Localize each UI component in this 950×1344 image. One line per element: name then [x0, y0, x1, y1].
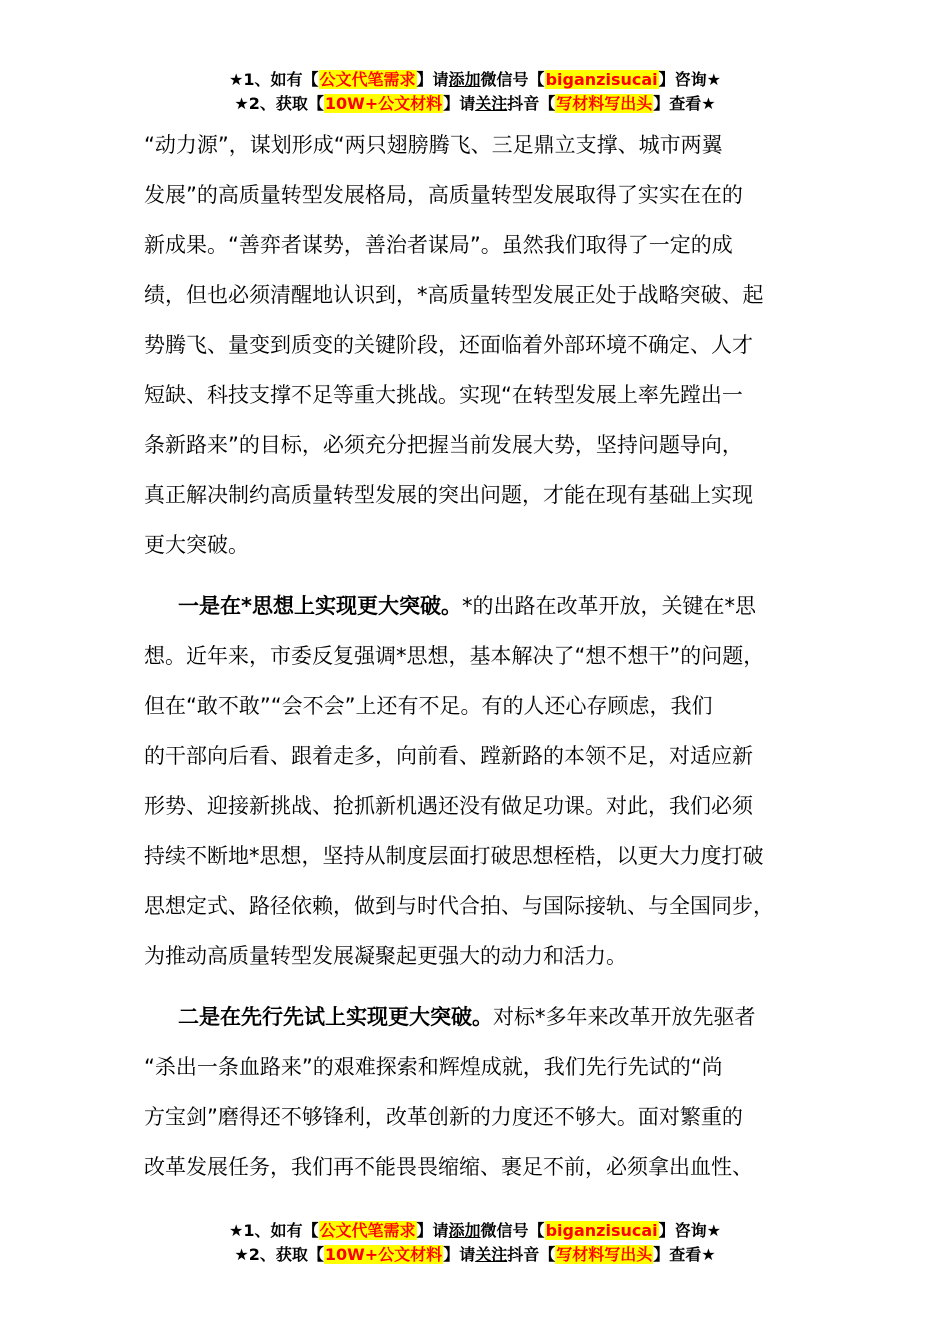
- banner-text: 】咨询★: [658, 70, 721, 89]
- banner-text: ★1、如有【: [229, 1221, 319, 1240]
- banner-text: 】查看★: [653, 94, 716, 113]
- text-line: [144, 581, 824, 631]
- banner-highlight: 公文代笔需求: [319, 1221, 416, 1240]
- banner-line-2: [0, 1243, 950, 1267]
- banner-text: 】查看★: [653, 1245, 716, 1264]
- banner-highlight: biganzisucai: [545, 1221, 658, 1240]
- footer-banner: [0, 1219, 950, 1267]
- banner-line-1: [0, 68, 950, 92]
- text-line: 势腾飞、量变到质变的关键阶段，还面临着外部环境不确定、人才: [144, 333, 753, 357]
- text-line: 条新路来”的目标，必须充分把握当前发展大势，坚持问题导向，: [144, 433, 743, 457]
- paragraph-heading: 一是在*思想上实现更大突破。: [178, 594, 462, 618]
- banner-underlined: 关注: [475, 1245, 508, 1264]
- text-span: *的出路在改革开放，关键在*思: [461, 594, 756, 618]
- banner-text: 微信号【: [480, 70, 545, 89]
- text-line: 为推动高质量转型发展凝聚起更强大的动力和活力。: [144, 944, 627, 968]
- text-span: 对标*多年来改革开放先驱者: [493, 1005, 756, 1029]
- banner-highlight: biganzisucai: [545, 70, 658, 89]
- document-body: [144, 120, 824, 1192]
- paragraph-2: [144, 581, 824, 981]
- banner-highlight: 10W+公文材料: [324, 94, 443, 113]
- banner-highlight: 写材料写出头: [556, 94, 653, 113]
- banner-highlight: 写材料写出头: [556, 1245, 653, 1264]
- banner-text: 】请: [443, 94, 476, 113]
- banner-text: 抖音【: [507, 1245, 556, 1264]
- text-line: 绩，但也必须清醒地认识到，*高质量转型发展正处于战略突破、起: [144, 283, 764, 307]
- paragraph-3: [144, 992, 824, 1192]
- banner-text: 抖音【: [507, 94, 556, 113]
- paragraph-heading: 二是在先行先试上实现更大突破。: [178, 1005, 493, 1029]
- text-line: 更大突破。: [144, 533, 249, 557]
- text-line: 想。近年来，市委反复强调*思想，基本解决了“想不想干”的问题，: [144, 644, 765, 668]
- text-line: “动力源”，谋划形成“两只翅膀腾飞、三足鼎立支撑、城市两翼: [144, 133, 723, 157]
- banner-text: ★2、获取【: [234, 1245, 324, 1264]
- banner-text: ★1、如有【: [229, 70, 319, 89]
- text-line: 方宝剑”磨得还不够锋利，改革创新的力度还不够大。面对繁重的: [144, 1105, 743, 1129]
- banner-text: 】请: [416, 70, 449, 89]
- text-line: [144, 992, 824, 1042]
- banner-text: 微信号【: [480, 1221, 545, 1240]
- banner-underlined: 关注: [475, 94, 508, 113]
- text-line: 形势、迎接新挑战、抢抓新机遇还没有做足功课。对此，我们必须: [144, 794, 753, 818]
- banner-highlight: 10W+公文材料: [324, 1245, 443, 1264]
- text-line: 的干部向后看、跟着走多，向前看、蹚新路的本领不足，对适应新: [144, 744, 753, 768]
- text-line: 思想定式、路径依赖，做到与时代合拍、与国际接轨、与全国同步，: [144, 894, 774, 918]
- text-line: 持续不断地*思想，坚持从制度层面打破思想桎梏，以更大力度打破: [144, 844, 764, 868]
- banner-text: ★2、获取【: [234, 94, 324, 113]
- text-line: 改革发展任务，我们再不能畏畏缩缩、裹足不前，必须拿出血性、: [144, 1155, 753, 1179]
- banner-text: 】请: [416, 1221, 449, 1240]
- text-line: 短缺、科技支撑不足等重大挑战。实现“在转型发展上率先蹚出一: [144, 383, 743, 407]
- banner-highlight: 公文代笔需求: [319, 70, 416, 89]
- banner-text: 】请: [443, 1245, 476, 1264]
- paragraph-1: [144, 120, 824, 570]
- text-line: 但在“敢不敢”“会不会”上还有不足。有的人还心存顾虑，我们: [144, 694, 713, 718]
- banner-text: 】咨询★: [658, 1221, 721, 1240]
- banner-underlined: 添加: [448, 1221, 481, 1240]
- header-banner: [0, 68, 950, 116]
- banner-line-1: [0, 1219, 950, 1243]
- text-line: “杀出一条血路来”的艰难探索和辉煌成就，我们先行先试的“尚: [144, 1055, 723, 1079]
- banner-underlined: 添加: [448, 70, 481, 89]
- text-line: 真正解决制约高质量转型发展的突出问题，才能在现有基础上实现: [144, 483, 753, 507]
- text-line: 新成果。“善弈者谋势，善治者谋局”。虽然我们取得了一定的成: [144, 233, 733, 257]
- banner-line-2: [0, 92, 950, 116]
- text-line: 发展”的高质量转型发展格局，高质量转型发展取得了实实在在的: [144, 183, 743, 207]
